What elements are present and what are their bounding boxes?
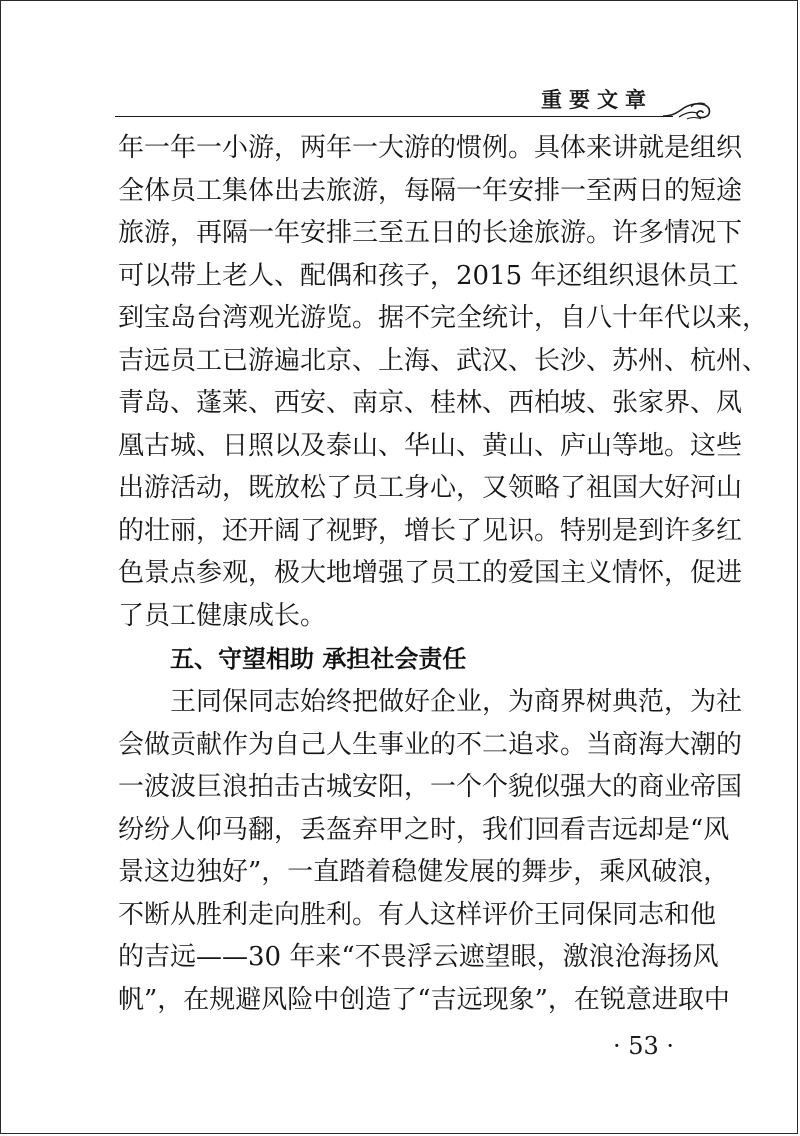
paragraph-line: 一波波巨浪拍击古城安阳，一个个貌似强大的商业帝国 bbox=[118, 772, 743, 802]
paragraph-line: 纷纷人仰马翻，丢盔弃甲之时，我们回看吉远却是“风 bbox=[118, 814, 730, 845]
paragraph-line: 吉远员工已游遍北京、上海、武汉、长沙、苏州、杭州、 bbox=[118, 345, 769, 376]
header-rule bbox=[115, 116, 673, 117]
paragraph-line: 青岛、蓬莱、西安、南京、桂林、西柏坡、张家界、凤 bbox=[118, 388, 743, 418]
running-header bbox=[115, 78, 715, 124]
paragraph-line: 出游活动，既放松了员工身心，又领略了祖国大好河山 bbox=[118, 473, 743, 503]
page-number: · 53 · bbox=[613, 1032, 675, 1060]
paragraph-line: 的吉远——30 年来“不畏浮云遮望眼，激浪沧海扬风 bbox=[118, 942, 719, 972]
section-heading: 五、守望相助 承担社会责任 bbox=[170, 645, 467, 673]
paragraph-line: 色景点参观，极大地增强了员工的爱国主义情怀，促进 bbox=[118, 558, 743, 588]
paragraph-line: 会做贡献作为自己人生事业的不二追求。当商海大潮的 bbox=[118, 729, 743, 760]
paragraph-line: 旅游，再隔一年安排三至五日的长途旅游。许多情况下 bbox=[118, 218, 743, 248]
paragraph-line: 不断从胜利走向胜利。有人这样评价王同保同志和他 bbox=[118, 899, 717, 930]
paragraph-line: 年一年一小游，两年一大游的惯例。具体来讲就是组织 bbox=[118, 133, 743, 163]
paragraph-line: 到宝岛台湾观光游览。据不完全统计，自八十年代以来， bbox=[118, 303, 769, 333]
paragraph-line: 了员工健康成长。 bbox=[118, 600, 327, 631]
paragraph-line: 凰古城、日照以及泰山、华山、黄山、庐山等地。这些 bbox=[118, 430, 743, 461]
paragraph-line: 全体员工集体出去旅游，每隔一年安排一至两日的短途 bbox=[118, 175, 743, 206]
paragraph-line: 帆”，在规避风险中创造了“吉远现象”，在锐意进取中 bbox=[118, 984, 730, 1015]
paragraph-line: 可以带上老人、配偶和孩子，2015 年还组织退休员工 bbox=[118, 260, 739, 291]
paragraph-line: 王同保同志始终把做好企业，为商界树典范，为社 bbox=[170, 687, 743, 717]
cloud-scroll-ornament-icon bbox=[661, 92, 715, 122]
running-header-title: 重要文章 bbox=[541, 87, 653, 112]
body-text bbox=[118, 127, 769, 1021]
paragraph-line: 景这边独好”，一直踏着稳健发展的舞步，乘风破浪， bbox=[118, 857, 730, 887]
paragraph-line: 的壮丽，还开阔了视野，增长了见识。特别是到许多红 bbox=[118, 515, 743, 546]
